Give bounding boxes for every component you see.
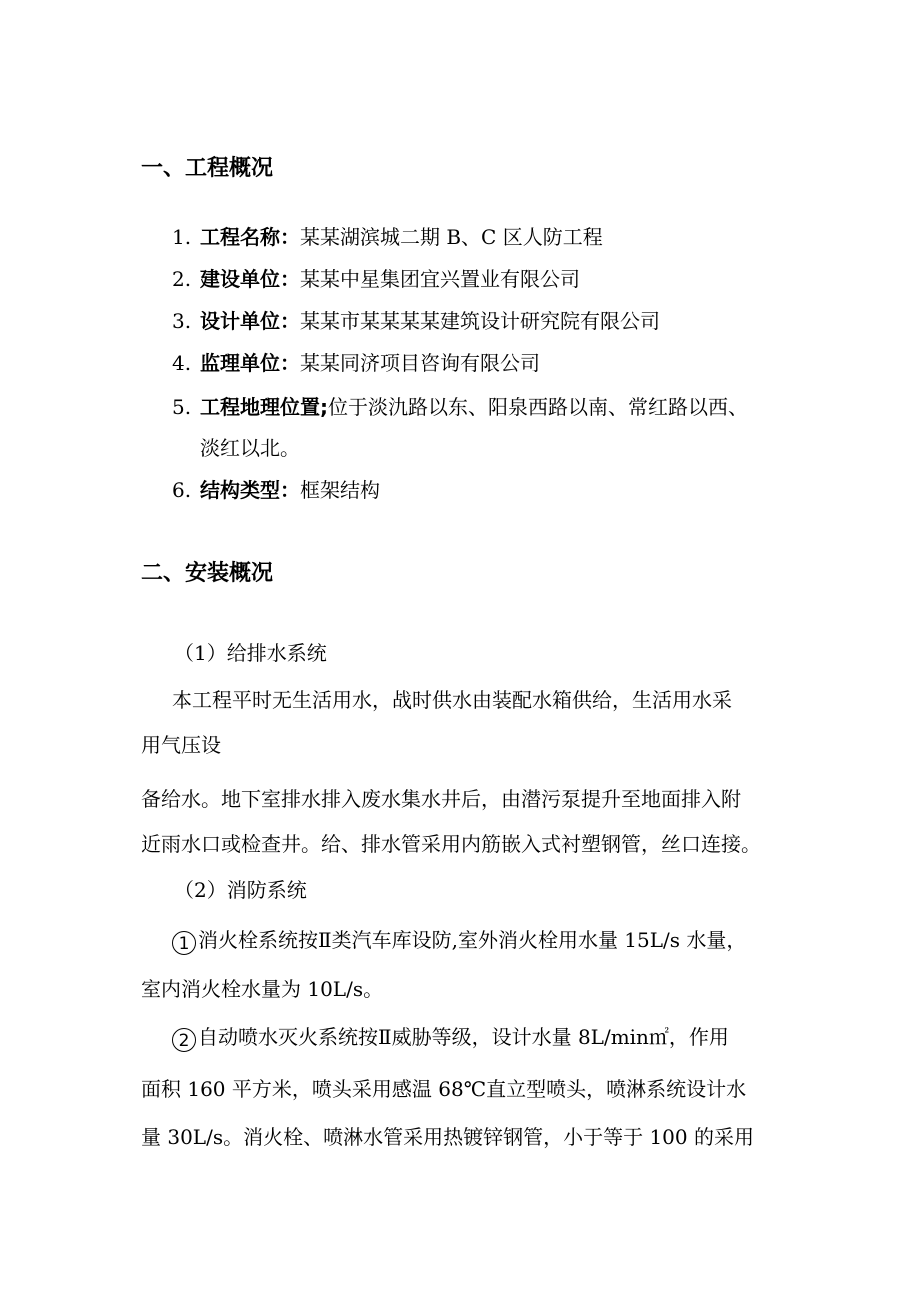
list-item-location: [172, 394, 748, 420]
item-label: 结构类型：: [200, 478, 300, 502]
item-label: 监理单位：: [200, 351, 300, 375]
list-item-construction-unit: [172, 266, 580, 292]
list-number: 6.: [172, 478, 192, 502]
paragraph-line: 本工程平时无生活用水，战时供水由装配水箱供给，生活用水采: [172, 688, 732, 712]
list-number: 4.: [172, 351, 192, 375]
list-number: 1.: [172, 225, 192, 249]
list-number: 2.: [172, 267, 192, 291]
list-item-design-unit: [172, 308, 660, 334]
item-value: 某某同济项目咨询有限公司: [300, 351, 540, 375]
list-number: 3.: [172, 309, 192, 333]
circled-number-2: 2: [172, 1028, 196, 1052]
section-heading-overview: 一、工程概况: [141, 156, 274, 181]
paragraph-line: 2 自动喷水灭火系统按Ⅱ威胁等级，设计水量 8L/min㎡，作用: [172, 1024, 729, 1052]
item-value: 框架结构: [300, 478, 380, 502]
list-number: 5.: [172, 395, 192, 419]
list-item-supervision-unit: [172, 350, 540, 376]
paragraph-line: 室内消火栓水量为 10L/s。: [141, 977, 384, 1001]
paragraph-line: 近雨水口或检查井。给、排水管采用内筋嵌入式衬塑钢管，丝口连接。: [141, 832, 761, 856]
item-label: 建设单位：: [200, 267, 300, 291]
subheading-fire-system: （2）消防系统: [174, 878, 307, 902]
list-item-structure-type: [172, 477, 380, 503]
section-heading-installation: 二、安装概况: [141, 561, 274, 586]
paragraph-line: 面积 160 平方米，喷头采用感温 68℃直立型喷头，喷淋系统设计水: [141, 1077, 747, 1101]
item-label: 设计单位：: [200, 309, 300, 333]
list-item-location-continuation: 淡红以北。: [200, 436, 300, 460]
circled-number-1: 1: [172, 931, 196, 955]
item-value: 某某湖滨城二期 B、C 区人防工程: [300, 225, 603, 249]
paragraph-line: 备给水。地下室排水排入废水集水井后，由潜污泵提升至地面排入附: [141, 787, 741, 811]
item-value: 某某市某某某某建筑设计研究院有限公司: [300, 309, 660, 333]
item-label: 工程名称：: [200, 225, 300, 249]
paragraph-line: 用气压设: [141, 733, 221, 757]
paragraph-line: 量 30L/s。消火栓、喷淋水管采用热镀锌钢管，小于等于 100 的采用: [141, 1125, 754, 1149]
item-value: 位于淡氿路以东、阳泉西路以南、常红路以西、: [328, 395, 748, 419]
item-label: 工程地理位置;: [200, 395, 328, 419]
subheading-water-system: （1）给排水系统: [174, 641, 327, 665]
item-value: 某某中星集团宜兴置业有限公司: [300, 267, 580, 291]
paragraph-line: 1 消火栓系统按Ⅱ类汽车库设防,室外消火栓用水量 15L/s 水量，: [172, 927, 746, 955]
list-item-project-name: [172, 224, 603, 250]
